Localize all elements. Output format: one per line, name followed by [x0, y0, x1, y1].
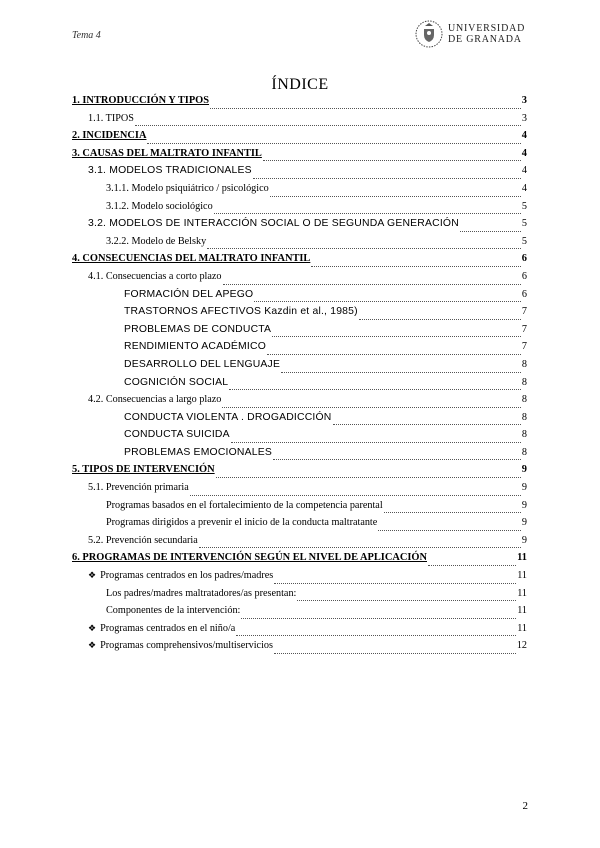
toc-entry[interactable] [72, 218, 527, 236]
table-of-contents [72, 95, 527, 658]
toc-entry[interactable] [72, 552, 527, 570]
toc-entry-page: 5 [521, 235, 527, 247]
toc-entry[interactable] [72, 588, 527, 606]
dot-leader [222, 407, 521, 408]
toc-entry[interactable] [72, 95, 527, 113]
dot-leader [207, 248, 521, 249]
toc-entry-title: 1. INTRODUCCIÓN Y TIPOS [72, 95, 210, 106]
toc-entry-title: 4. CONSECUENCIAS DEL MALTRATO INFANTIL [72, 253, 311, 265]
toc-entry-page: 7 [521, 306, 527, 318]
dot-leader [428, 565, 516, 566]
toc-entry[interactable] [72, 482, 527, 500]
toc-entry-title: TRASTORNOS AFECTIVOS Kazdin et al., 1985) [124, 306, 358, 318]
dot-leader [236, 635, 516, 636]
dot-leader [135, 125, 521, 126]
toc-entry-title: 3.2. MODELOS DE INTERACCIÓN SOCIAL O DE SEGUNDA GENERACIÓN [88, 218, 459, 230]
toc-entry[interactable] [72, 359, 527, 377]
toc-entry-page: 11 [517, 552, 527, 564]
toc-entry[interactable] [72, 113, 527, 131]
toc-entry-page: 12 [516, 640, 527, 652]
toc-entry[interactable] [72, 605, 527, 623]
toc-entry-title: 3. CAUSAS DEL MALTRATO INFANTIL [72, 147, 262, 159]
toc-entry-page: 8 [521, 376, 527, 388]
toc-entry[interactable] [72, 306, 527, 324]
toc-entry[interactable] [72, 429, 527, 447]
toc-entry-page: 4 [521, 165, 527, 177]
toc-entry[interactable] [72, 183, 527, 201]
toc-entry[interactable] [72, 341, 527, 359]
dot-leader [229, 389, 521, 390]
toc-entry-title: 3.1. MODELOS TRADICIONALES [88, 165, 252, 177]
toc-entry-title: 5. TIPOS DE INTERVENCIÓN [72, 464, 215, 476]
toc-entry[interactable] [72, 500, 527, 518]
toc-entry[interactable] [72, 130, 527, 148]
university-crest-icon [414, 19, 444, 49]
toc-entry-title: 3.2.2. Modelo de Belsky [106, 235, 207, 247]
toc-entry-title: 1.1. TIPOS [88, 112, 134, 124]
toc-entry-page: 6 [521, 270, 527, 282]
dot-leader [267, 354, 521, 355]
toc-entry-title: 4.1. Consecuencias a corto plazo [88, 270, 222, 282]
toc-entry-page: 7 [521, 323, 527, 335]
toc-entry[interactable] [72, 236, 527, 254]
toc-entry-page: 3 [521, 112, 527, 124]
dot-leader [214, 213, 521, 214]
toc-entry-page: 11 [517, 605, 527, 617]
dot-leader [273, 459, 521, 460]
toc-entry-page: 11 [517, 587, 527, 599]
toc-entry-title: Programas dirigidos a prevenir el inicio de la conducta maltratante [106, 517, 378, 529]
dot-leader [274, 653, 516, 654]
toc-entry[interactable] [72, 253, 527, 271]
toc-entry-title: Programas basados en el fortalecimiento de la competencia parental [106, 499, 383, 511]
toc-entry[interactable] [72, 447, 527, 465]
toc-entry-title: RENDIMIENTO ACADÉMICO [124, 341, 266, 353]
toc-entry-page: 11 [517, 622, 527, 634]
toc-entry-page: 9 [521, 464, 527, 476]
toc-entry-page: 9 [521, 499, 527, 511]
toc-entry-page: 4 [521, 147, 527, 159]
toc-entry-page: 6 [521, 253, 527, 265]
toc-entry-title: 6. PROGRAMAS DE INTERVENCIÓN SEGÚN EL NIVEL DE APLICACIÓN [72, 552, 427, 564]
dot-leader [254, 301, 521, 302]
dot-leader [223, 284, 521, 285]
toc-entry-title: 2. INCIDENCIA [72, 130, 147, 142]
toc-entry[interactable] [72, 148, 527, 166]
toc-entry[interactable] [72, 377, 527, 395]
toc-entry-title: CONDUCTA SUICIDA [124, 429, 230, 441]
toc-entry-page: 11 [517, 570, 527, 582]
toc-entry-page: 8 [521, 358, 527, 370]
university-logo [414, 18, 532, 50]
toc-entry-title: DESARROLLO DEL LENGUAJE [124, 358, 281, 370]
toc-entry[interactable] [72, 394, 527, 412]
dot-leader [297, 600, 516, 601]
toc-entry-page: 4 [521, 130, 527, 142]
dot-leader [210, 108, 521, 109]
dot-leader [274, 583, 516, 584]
dot-leader [216, 477, 521, 478]
toc-entry-page: 8 [521, 411, 527, 423]
dot-leader [263, 160, 521, 161]
dot-leader [272, 336, 521, 337]
toc-entry[interactable] [72, 640, 527, 658]
page-number: 2 [522, 800, 528, 812]
toc-entry-title: Componentes de la intervención: [106, 605, 241, 617]
dot-leader [147, 143, 520, 144]
toc-entry-title: Programas comprehensivos/multiservicios [100, 640, 273, 652]
toc-entry[interactable] [72, 570, 527, 588]
dot-leader [241, 618, 516, 619]
diamond-bullet-icon: ❖ [88, 622, 97, 633]
toc-entry[interactable] [72, 201, 527, 219]
index-title: ÍNDICE [271, 76, 329, 93]
toc-entry[interactable] [72, 517, 527, 535]
toc-entry-title: Programas centrados en los padres/madres [100, 570, 274, 582]
toc-entry[interactable] [72, 412, 527, 430]
toc-entry-title: 4.2. Consecuencias a largo plazo [88, 394, 222, 406]
toc-entry-page: 8 [521, 394, 527, 406]
toc-entry-title: FORMACIÓN DEL APEGO [124, 288, 254, 300]
toc-entry[interactable] [72, 289, 527, 307]
toc-entry-title: PROBLEMAS EMOCIONALES [124, 446, 272, 458]
toc-entry-title: 5.2. Prevención secundaria [88, 534, 198, 546]
toc-entry-page: 8 [521, 446, 527, 458]
logo-line-1: UNIVERSIDAD [448, 23, 526, 34]
toc-entry[interactable] [72, 165, 527, 183]
toc-entry-page: 9 [521, 517, 527, 529]
toc-entry[interactable] [72, 464, 527, 482]
toc-entry-title: CONDUCTA VIOLENTA . DROGADICCIÓN [124, 411, 332, 423]
toc-entry-title: 5.1. Prevención primaria [88, 482, 189, 494]
dot-leader [199, 547, 521, 548]
dot-leader [190, 495, 521, 496]
toc-entry[interactable] [72, 271, 527, 289]
dot-leader [311, 266, 520, 267]
dot-leader [281, 372, 521, 373]
dot-leader [253, 178, 521, 179]
dot-leader [460, 231, 521, 232]
diamond-bullet-icon: ❖ [88, 570, 97, 581]
dot-leader [384, 512, 521, 513]
toc-entry[interactable] [72, 623, 527, 641]
toc-entry-page: 9 [521, 534, 527, 546]
toc-entry-page: 5 [521, 218, 527, 230]
running-header: Tema 4 [72, 30, 101, 41]
toc-entry[interactable] [72, 535, 527, 553]
toc-entry-title: COGNICIÓN SOCIAL [124, 376, 229, 388]
diamond-bullet-icon: ❖ [88, 640, 97, 651]
toc-entry-title: Los padres/madres maltratadores/as presentan: [106, 587, 297, 599]
toc-entry-page: 9 [521, 482, 527, 494]
toc-entry-title: 3.1.1. Modelo psiquiátrico / psicológico [106, 182, 269, 194]
toc-entry-page: 6 [521, 288, 527, 300]
toc-entry-title: 3.1.2. Modelo sociológico [106, 200, 213, 212]
toc-entry-page: 5 [521, 200, 527, 212]
toc-entry-page: 8 [521, 429, 527, 441]
toc-entry-title: PROBLEMAS DE CONDUCTA [124, 323, 272, 335]
toc-entry-page: 3 [521, 95, 527, 106]
toc-entry[interactable] [72, 324, 527, 342]
toc-entry-title: Programas centrados en el niño/a [100, 622, 236, 634]
dot-leader [359, 319, 521, 320]
toc-entry-page: 7 [521, 341, 527, 353]
dot-leader [378, 530, 521, 531]
dot-leader [333, 424, 521, 425]
dot-leader [231, 442, 521, 443]
toc-entry-page: 4 [521, 182, 527, 194]
dot-leader [270, 196, 521, 197]
logo-line-2: DE GRANADA [448, 34, 522, 45]
